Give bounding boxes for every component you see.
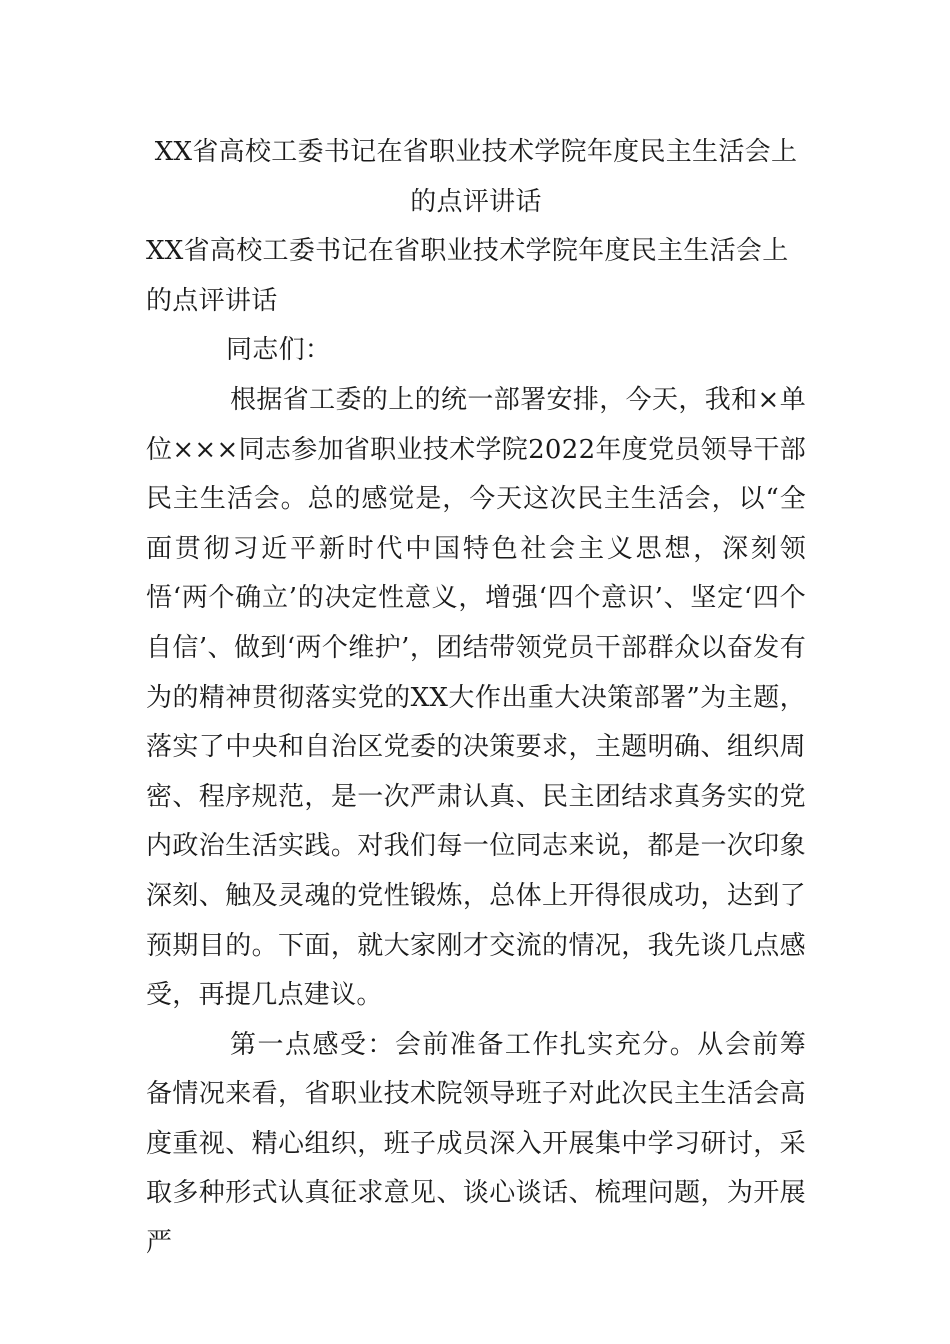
document-subtitle: XX省高校工委书记在省职业技术学院年度民主生活会上的点评讲话 (146, 236, 789, 316)
paragraph-2: 第一点感受：会前准备工作扎实充分。从会前筹备情况来看，省职业技术院领导班子对此次民主生活会高度重视、精心组织，班子成员深入开展集中学习研讨，采取多种形式认真征求意见、谈心谈话、梳理问题，为开展严 (146, 1029, 806, 1259)
document-body (146, 128, 806, 1269)
paragraph-1: 根据省工委的上的统一部署安排，今天，我和×单位×××同志参加省职业技术学院2022年度党员领导干部民主生活会。总的感觉是，今天这次民主生活会，以“全面贯彻习近平新时代中国特色社会主义思想，深刻领悟‘两个确立’的决定性意义，增强‘四个意识’、坚定‘四个自信’、做到‘两个维护’，团结带领党员干部群众以奋发有为的精神贯彻落实党的XX大作出重大决策部署”为主题，落实了中央和自治区党委的决策要求，主题明确、组织周密、程序规范，是一次严肃认真、民主团结求真务实的党内政治生活实践。对我们每一位同志来说，都是一次印象深刻、触及灵魂的党性锻炼，总体上开得很成功，达到了预期目的。下面，就大家刚才交流的情况，我先谈几点感受，再提几点建议。 (146, 384, 806, 1011)
salutation: 同志们： (226, 335, 332, 366)
document-title: XX省高校工委书记在省职业技术学院年度民主生活会上的点评讲话 (154, 137, 798, 217)
